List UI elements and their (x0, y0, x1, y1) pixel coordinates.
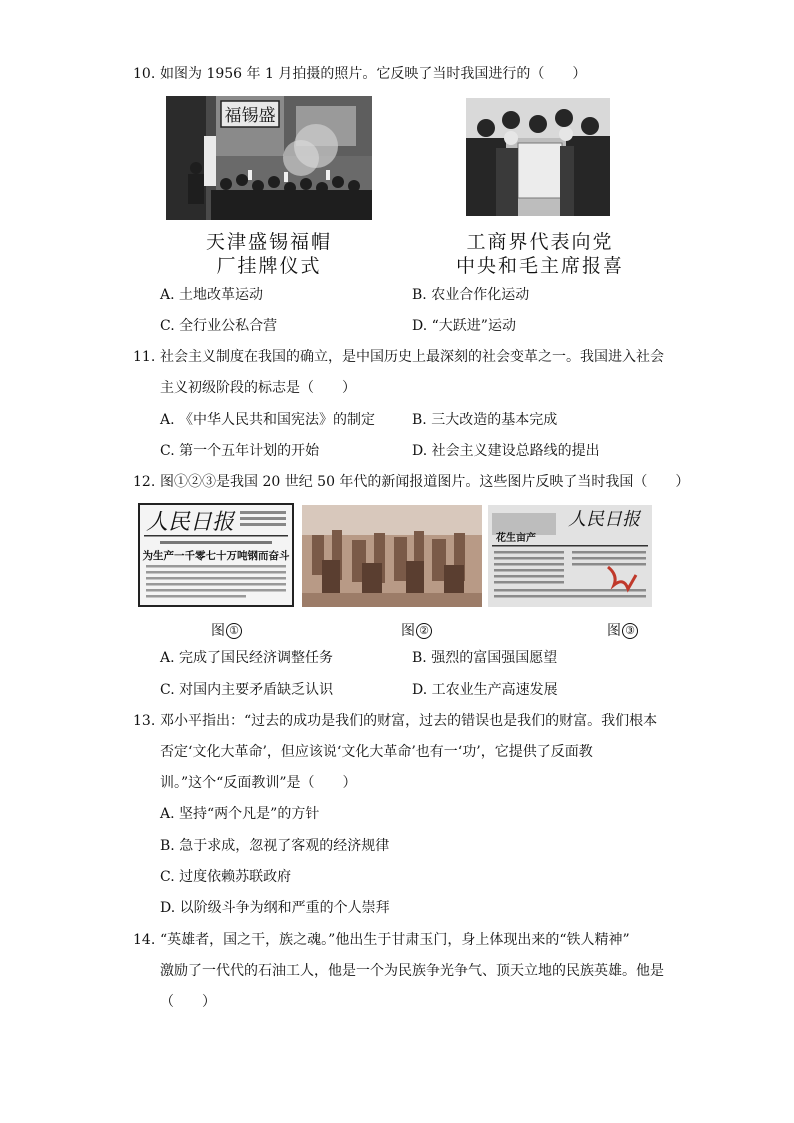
figure-3-label: 图 ③ (607, 622, 638, 640)
fig3-masthead: 人民日报 (568, 509, 640, 530)
question-number: 11. (133, 349, 156, 365)
caption-right-line-1: 工商界代表向党 (466, 231, 614, 253)
q12-option-d[interactable]: D. 工农业生产高速发展 (412, 682, 558, 698)
question-number: 13. (133, 713, 156, 729)
question-number: 14. (133, 932, 156, 948)
q12-option-c[interactable]: C. 对国内主要矛盾缺乏认识 (160, 682, 334, 698)
question-13-stem-1: 13. 邓小平指出：“过去的成功是我们的财富，过去的错误也是我们的财富。我们根本 (133, 713, 658, 729)
question-13-stem-3: 训。”这个“反面教训”是（ ） (160, 775, 357, 791)
caption-left-line-1: 天津盛锡福帽 (205, 231, 332, 253)
question-number: 10. (133, 66, 156, 82)
q13-option-a[interactable]: A. 坚持“两个凡是”的方针 (160, 806, 320, 822)
question-number: 12. (133, 474, 156, 490)
q12-option-b[interactable]: B. 强烈的富国强国愿望 (412, 650, 558, 666)
caption-left-line-2: 厂挂牌仪式 (216, 255, 322, 277)
question-14-stem-3: （ ） (160, 994, 216, 1010)
q11-option-a[interactable]: A. 《中华人民共和国宪法》的制定 (160, 412, 376, 428)
question-10-stem: 10. 如图为 1956 年 1 月拍摄的照片。它反映了当时我国进行的（ ） (133, 66, 587, 82)
photo-business-representatives-image (466, 98, 610, 216)
q10-option-d[interactable]: D. “大跃进”运动 (412, 318, 516, 334)
question-14-stem-2: 激励了一代代的石油工人，他是一个为民族争光争气、顶天立地的民族英雄。他是 (160, 963, 664, 979)
fig1-masthead: 人民日报 (146, 510, 235, 535)
figure-1-newspaper-image (140, 505, 292, 605)
figure-2-label: 图 ② (401, 622, 432, 640)
fig1-headline: 为生产一千零七十万吨钢而奋斗 (142, 550, 290, 562)
q13-option-b[interactable]: B. 急于求成，忽视了客观的经济规律 (160, 838, 390, 854)
q13-option-d[interactable]: D. 以阶级斗争为纲和严重的个人崇拜 (160, 900, 390, 916)
q13-option-c[interactable]: C. 过度依赖苏联政府 (160, 869, 292, 885)
figure-2-furnaces-image (302, 505, 482, 607)
q11-option-d[interactable]: D. 社会主义建设总路线的提出 (412, 443, 600, 459)
q10-option-c[interactable]: C. 全行业公私合营 (160, 318, 278, 334)
sign-text: 福锡盛 (224, 106, 276, 126)
question-14-stem-1: 14. “英雄者，国之干，族之魂。”他出生于甘肃玉门，身上体现出来的“铁人精神” (133, 932, 630, 948)
q11-option-b[interactable]: B. 三大改造的基本完成 (412, 412, 558, 428)
caption-right-line-2: 中央和毛主席报喜 (455, 255, 624, 277)
figure-3-newspaper (488, 505, 652, 607)
q11-option-c[interactable]: C. 第一个五年计划的开始 (160, 443, 320, 459)
figure-1-label: 图 ① (211, 622, 242, 640)
figure-3-newspaper-image (488, 505, 652, 607)
q10-option-a[interactable]: A. 土地改革运动 (160, 287, 264, 303)
figure-1-newspaper (138, 503, 294, 607)
q12-option-a[interactable]: A. 完成了国民经济调整任务 (160, 650, 334, 666)
q10-option-b[interactable]: B. 农业合作化运动 (412, 287, 530, 303)
photo-hat-factory (166, 96, 372, 220)
question-13-stem-2: 否定‘文化大革命’，但应该说‘文化大革命’也有一‘功’，它提供了反面教 (160, 744, 593, 760)
figure-2-furnaces-photo (302, 505, 482, 607)
photo-hat-factory-image (166, 96, 372, 220)
question-11-stem-1: 11. 社会主义制度在我国的确立，是中国历史上最深刻的社会变革之一。我国进入社会 (133, 349, 664, 365)
question-12-stem: 12. 图①②③是我国 20 世纪 50 年代的新闻报道图片。这些图片反映了当时我国（ ） (133, 474, 690, 490)
question-11-stem-2: 主义初级阶段的标志是（ ） (160, 380, 356, 396)
photo-business-representatives (466, 98, 610, 216)
fig3-headline: 花生亩产 (496, 533, 536, 544)
